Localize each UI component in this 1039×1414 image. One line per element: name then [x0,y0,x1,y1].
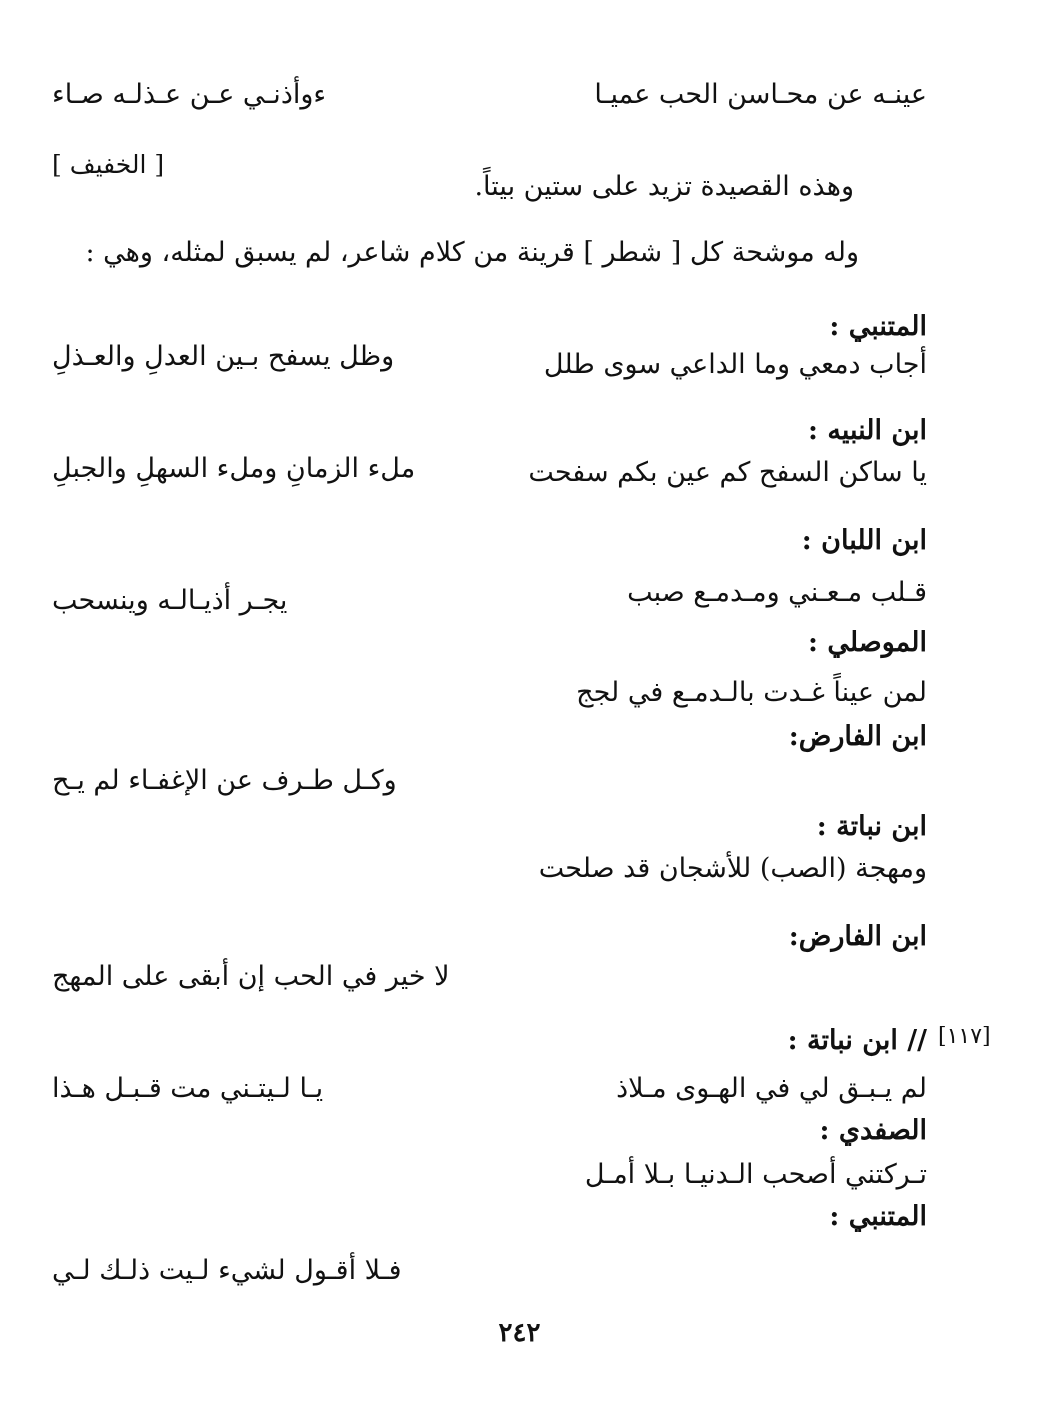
poet-name: ابن الفارض: [788,721,927,752]
verse-right-hemistich: قـلب مـعـني ومـدمـع صبب [627,577,927,608]
verse-left-hemistich: يـا لـيتـني مت قـبـل هـذا [52,1073,324,1104]
poet-name: المتنبي : [829,1201,927,1232]
verse-right-hemistich: لمن عيناً غـدت بالـدمـع في لجج [576,677,927,708]
verse-left-hemistich: وكـل طـرف عن الإغفـاء لم يـح [52,765,397,796]
verse-left-hemistich: ملء الزمانِ وملء السهلِ والجبلِ [52,453,416,484]
folio-reference: [١١٧] [938,1024,991,1049]
poet-name: ابن النبيه : [808,415,927,446]
poet-name: ابن نباتة : [816,811,927,842]
poet-name: الموصلي : [807,627,927,658]
meter-label: [ الخفيف ] [52,150,165,179]
verse-right-hemistich: تـركتني أصحب الـدنيـا بـلا أمـل [584,1159,927,1190]
page-number: ٢٤٢ [498,1318,541,1348]
poet-name: ابن الفارض: [788,921,927,952]
poet-name: المتنبي : [829,311,927,342]
prose-line: وهذه القصيدة تزيد على ستين بيتاً. [474,171,854,202]
poet-name: // ابن نباتة : [787,1025,927,1056]
verse-right-hemistich: يا ساكن السفح كم عين بكم سفحت [528,457,927,488]
poet-name: الصفدي : [819,1115,927,1146]
verse-right-hemistich: أجاب دمعي وما الداعي سوى طلل [543,349,927,380]
verse-right-hemistich: لم يـبـق لي في الهـوى مـلاذ [616,1073,927,1104]
verse-left-hemistich: وظل يسفح بـين العدلِ والعـذلِ [52,341,395,372]
verse-right-hemistich: عينـه عن محـاسن الحب عميـا [594,79,927,110]
verse-left-hemistich: فـلا أقـول لشيء لـيت ذلـك لـي [52,1255,402,1286]
poet-name: ابن اللبان : [801,525,927,556]
verse-left-hemistich: ءوأذنـي عـن عـذلـه صـاء [52,79,327,110]
prose-line: وله موشحة كل [ شطر ] قرينة من كلام شاعر، لم يسبق لمثله، وهي : [85,237,859,268]
verse-right-hemistich: ومهجة (الصب) للأشجان قد صلحت [538,853,927,884]
verse-left-hemistich: يجـر أذيـالـه وينسحب [52,585,288,616]
verse-left-hemistich: لا خير في الحب إن أبقى على المهج [52,961,450,992]
